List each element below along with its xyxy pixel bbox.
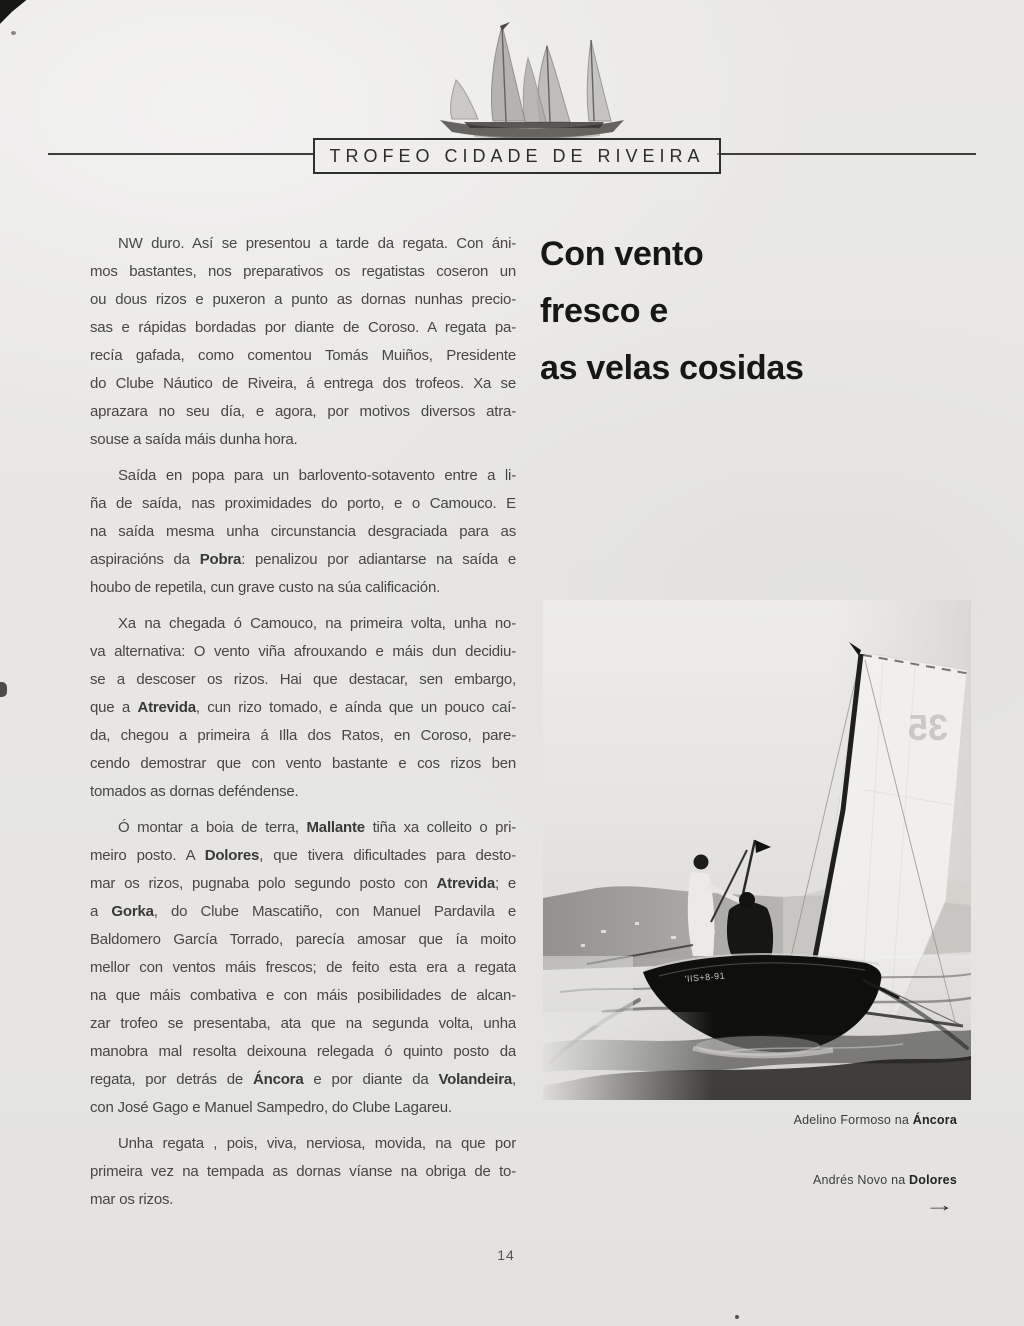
sail-number: 35	[907, 707, 949, 748]
continuation-arrow-icon: →	[924, 1195, 955, 1215]
hull-registration-marking: 'IIS+8-91	[684, 970, 726, 984]
text-line: meiro posto. A Dolores, que tivera dificultades para desto-	[90, 847, 516, 864]
photo-caption: Andrés Novo na Dolores	[812, 1173, 957, 1187]
sailboats-sketch-illustration	[404, 18, 660, 140]
text-line: ña de saída, nas proximidades do porto, e o Camouco. E	[90, 495, 516, 512]
text-line: primeira vez na tempada as dornas víanse na obriga de to-	[90, 1163, 516, 1180]
text-line: que a Atrevida, cun rizo tomado, e aínda que un pouco caí-	[90, 699, 516, 716]
text-line: regata, por detrás de Áncora e por diante da Volandeira,	[90, 1071, 516, 1088]
text-line: recía gafada, como comentou Tomás Muiños, Presidente	[90, 347, 516, 364]
page-number: 14	[497, 1247, 515, 1263]
text-line: ou dous rizos e puxeron a punto as dornas nunhas precio-	[90, 291, 516, 308]
text-line: Saída en popa para un barlovento-sotavento entre a li-	[118, 467, 516, 484]
text-line: mos bastantes, nos preparativos os regatistas coseron un	[90, 263, 516, 280]
paragraph	[90, 230, 516, 454]
text-line: mar os rizos, pugnaba polo segundo posto con Atrevida; e	[90, 875, 516, 892]
text-line: mellor con ventos máis frescos; de feito esta era a regata	[90, 959, 516, 976]
scan-edge-mark	[0, 682, 7, 697]
text-line: tomados as dornas deféndense.	[90, 783, 299, 800]
text-line: a Gorka, do Clube Mascatiño, con Manuel Pardavila e	[90, 903, 516, 920]
article-body	[90, 230, 516, 1214]
paragraph	[90, 610, 516, 806]
text-line: da, chegou a primeira á Illa dos Ratos, en Coroso, pare-	[90, 727, 516, 744]
regatta-photo-image	[543, 600, 971, 1100]
headline-line: Con vento	[540, 235, 704, 273]
scan-dot	[735, 1315, 739, 1319]
text-line: va alternativa: O vento viña afrouxando e máis dun decidiu-	[90, 643, 516, 660]
section-title: TROFEO CIDADE DE RIVEIRA	[329, 145, 705, 166]
text-line: houbo de repetila, cun grave custo na súa calificación.	[90, 579, 441, 596]
article-headline	[540, 226, 980, 397]
text-line: cendo demostrar que con vento bastante e cos rizos ben	[90, 755, 516, 772]
text-line: NW duro. Así se presentou a tarde da regata. Con áni-	[118, 235, 516, 252]
text-line: souse a saída máis dunha hora.	[90, 431, 298, 448]
text-line: se a descoser os rizos. Hai que destacar, sen embargo,	[90, 671, 516, 688]
section-title-box	[313, 138, 721, 174]
text-line: Xa na chegada ó Camouco, na primeira volta, unha no-	[118, 615, 516, 632]
text-line: mar os rizos.	[90, 1191, 174, 1208]
text-line: con José Gago e Manuel Sampedro, do Clube Lagareu.	[90, 1099, 452, 1116]
text-line: zar trofeo se presentaba, ata que na segunda volta, unha	[90, 1015, 516, 1032]
paragraph	[90, 462, 516, 602]
scan-corner-mark	[0, 0, 30, 26]
headline-line: fresco e	[540, 292, 669, 330]
text-line: sas e rápidas bordadas por diante de Coroso. A regata pa-	[90, 319, 516, 336]
text-line: aprazara no seu día, e agora, por motivos diversos atra-	[90, 403, 516, 420]
photo-captions	[627, 1113, 957, 1216]
text-line: aspiracións da Pobra: penalizou por adiantarse na saída e	[90, 551, 516, 568]
paragraph	[90, 814, 516, 1122]
text-line: do Clube Náutico de Riveira, á entrega dos trofeos. Xa se	[90, 375, 516, 392]
text-line: Unha regata , pois, viva, nerviosa, movida, na que por	[118, 1135, 516, 1152]
headline-line: as velas cosidas	[540, 349, 804, 387]
regatta-photo	[543, 600, 971, 1100]
header-rule-right	[717, 153, 976, 155]
text-line: na que máis combativa e con máis posibilidades de alcan-	[90, 987, 516, 1004]
photo-caption: Adelino Formoso na Áncora	[793, 1113, 957, 1127]
text-line: Ó montar a boia de terra, Mallante tiña xa colleito o pri-	[118, 819, 516, 836]
paragraph	[90, 1130, 516, 1214]
scan-speck	[11, 31, 16, 35]
header-rule-left	[48, 153, 313, 155]
text-line: manobra mal resolta deixouna relegada ó quinto posto da	[90, 1043, 516, 1060]
text-line: Baldomero García Torrado, parecía amosar que ía moito	[90, 931, 516, 948]
text-line: na saída mesma unha circunstancia desgraciada para as	[90, 523, 516, 540]
